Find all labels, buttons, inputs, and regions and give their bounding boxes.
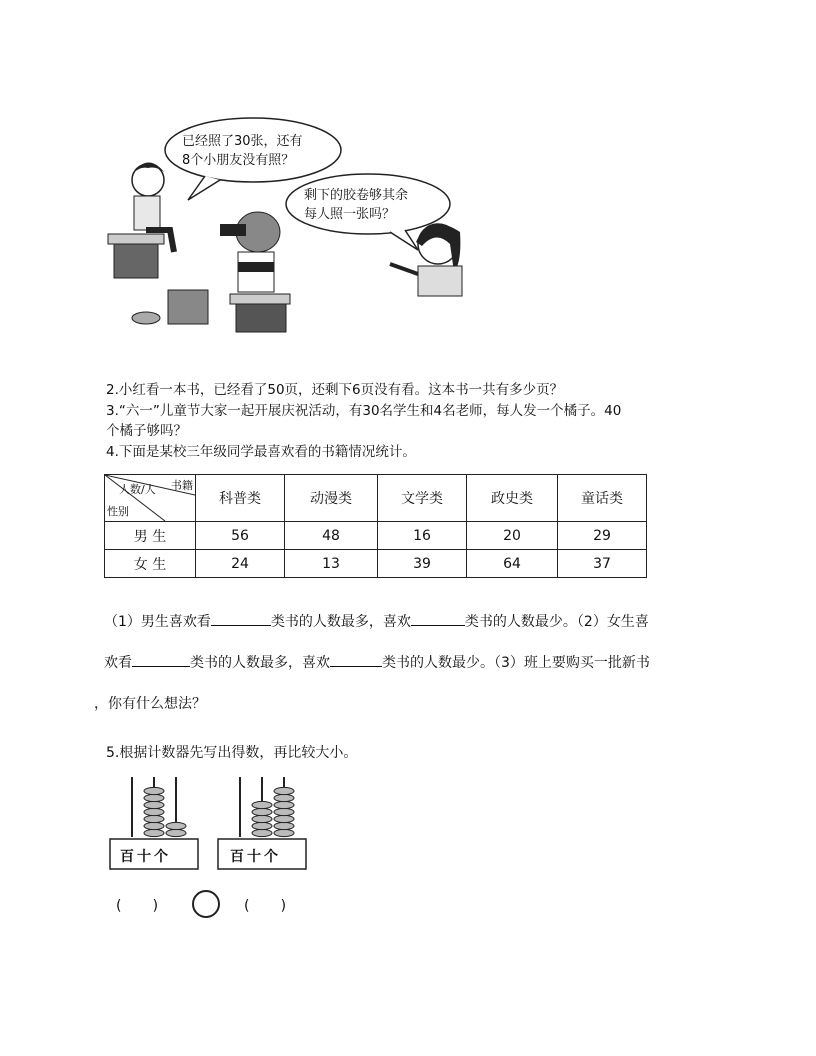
abacus-bead xyxy=(166,822,186,829)
q4-text: 类书的人数最少。（2）女生喜 xyxy=(464,614,649,630)
abacus-bead xyxy=(144,801,164,808)
table-cell: 48 xyxy=(285,522,378,550)
answer-blank[interactable] xyxy=(132,651,190,667)
q4-text: 类书的人数最多，喜欢 xyxy=(270,614,411,630)
corner-label-books: 书籍 xyxy=(171,479,193,492)
table-header-cell: 文学类 xyxy=(378,475,467,522)
answer-paren-1[interactable]: ( ) xyxy=(116,898,159,914)
table-header-cell: 童话类 xyxy=(558,475,647,522)
question-4: 4.下面是某校三年级同学最喜欢看的书籍情况统计。 xyxy=(106,444,416,460)
q4-answer-line1 xyxy=(104,610,649,631)
table-cell: 37 xyxy=(558,550,647,578)
table-header-cell: 科普类 xyxy=(196,475,285,522)
table-cell: 64 xyxy=(467,550,558,578)
answer-blank[interactable] xyxy=(211,610,271,626)
speech-bubble-1-text xyxy=(182,132,303,170)
q4-answer-line2 xyxy=(104,651,650,672)
table-cell: 56 xyxy=(196,522,285,550)
answer-paren-2[interactable]: ( ) xyxy=(244,898,287,914)
q4-text: 欢看 xyxy=(104,655,132,671)
table-cell: 29 xyxy=(558,522,647,550)
table-row-label: 女 生 xyxy=(105,550,196,578)
abacus-bead xyxy=(144,822,164,829)
abacus-bead xyxy=(274,822,294,829)
table-cell: 24 xyxy=(196,550,285,578)
abacus-bead xyxy=(252,829,272,836)
abacus-bead xyxy=(144,815,164,822)
question-5: 5.根据计数器先写出得数，再比较大小。 xyxy=(106,745,358,761)
abacus-1-label: 百十个 xyxy=(120,849,171,865)
abacus-bead xyxy=(252,801,272,808)
speech-bubble-2-text xyxy=(304,186,408,224)
abacus-bead xyxy=(274,829,294,836)
table-cell: 39 xyxy=(378,550,467,578)
table-row-label: 男 生 xyxy=(105,522,196,550)
corner-label-gender: 性别 xyxy=(107,505,129,518)
abacus-2-beads xyxy=(252,787,294,836)
corner-label-count: 人数/人 xyxy=(119,483,156,496)
abacus-bead xyxy=(274,794,294,801)
answer-blank[interactable] xyxy=(411,610,465,626)
abacus-bead xyxy=(144,794,164,801)
table-header-cell: 动漫类 xyxy=(285,475,378,522)
abacus-bead xyxy=(274,808,294,815)
table-row xyxy=(105,550,647,578)
table-cell: 16 xyxy=(378,522,467,550)
abacus-bead xyxy=(252,822,272,829)
q4-text: 类书的人数最少。（3）班上要购买一批新书 xyxy=(382,655,650,671)
bubble2-line1: 剩下的胶卷够其余 xyxy=(304,188,409,203)
boy-figure xyxy=(108,162,174,278)
q4-text: 类书的人数最多，喜欢 xyxy=(190,655,330,671)
q4-text: （1）男生喜欢看 xyxy=(104,614,211,630)
abacus-bead xyxy=(274,801,294,808)
compare-circle[interactable] xyxy=(192,890,220,918)
abacus-bead xyxy=(144,787,164,794)
abacus-bead xyxy=(274,787,294,794)
bubble1-line2: 8个小朋友没有照？ xyxy=(182,153,295,168)
table-cell: 13 xyxy=(285,550,378,578)
abacus-bead xyxy=(144,829,164,836)
bubble2-line2: 每人照一张吗？ xyxy=(304,207,396,222)
abacus-bead xyxy=(274,815,294,822)
table-corner-cell xyxy=(105,475,196,522)
question-3-line1: 3.“六一”儿童节大家一起开展庆祝活动，有30名学生和4名老师，每人发一个橘子。40 xyxy=(106,403,622,419)
abacus-2-label: 百十个 xyxy=(230,849,281,865)
answer-blank[interactable] xyxy=(330,651,382,667)
table-row xyxy=(105,522,647,550)
abacus-bead xyxy=(252,808,272,815)
abacus-bead xyxy=(144,808,164,815)
q4-answer-line3: ，你有什么想法？ xyxy=(94,696,206,712)
table-cell: 20 xyxy=(467,522,558,550)
abacus-1-beads xyxy=(144,787,186,836)
question-2: 2.小红看一本书，已经看了50页，还剩下6页没有看。这本书一共有多少页？ xyxy=(106,382,564,398)
abacus-bead xyxy=(166,829,186,836)
table-header-cell: 政史类 xyxy=(467,475,558,522)
bubble1-line1: 已经照了30张，还有 xyxy=(182,134,303,149)
abacus-bead xyxy=(252,815,272,822)
question-3-line2: 个橘子够吗？ xyxy=(106,423,187,439)
book-stats-table xyxy=(104,474,647,578)
